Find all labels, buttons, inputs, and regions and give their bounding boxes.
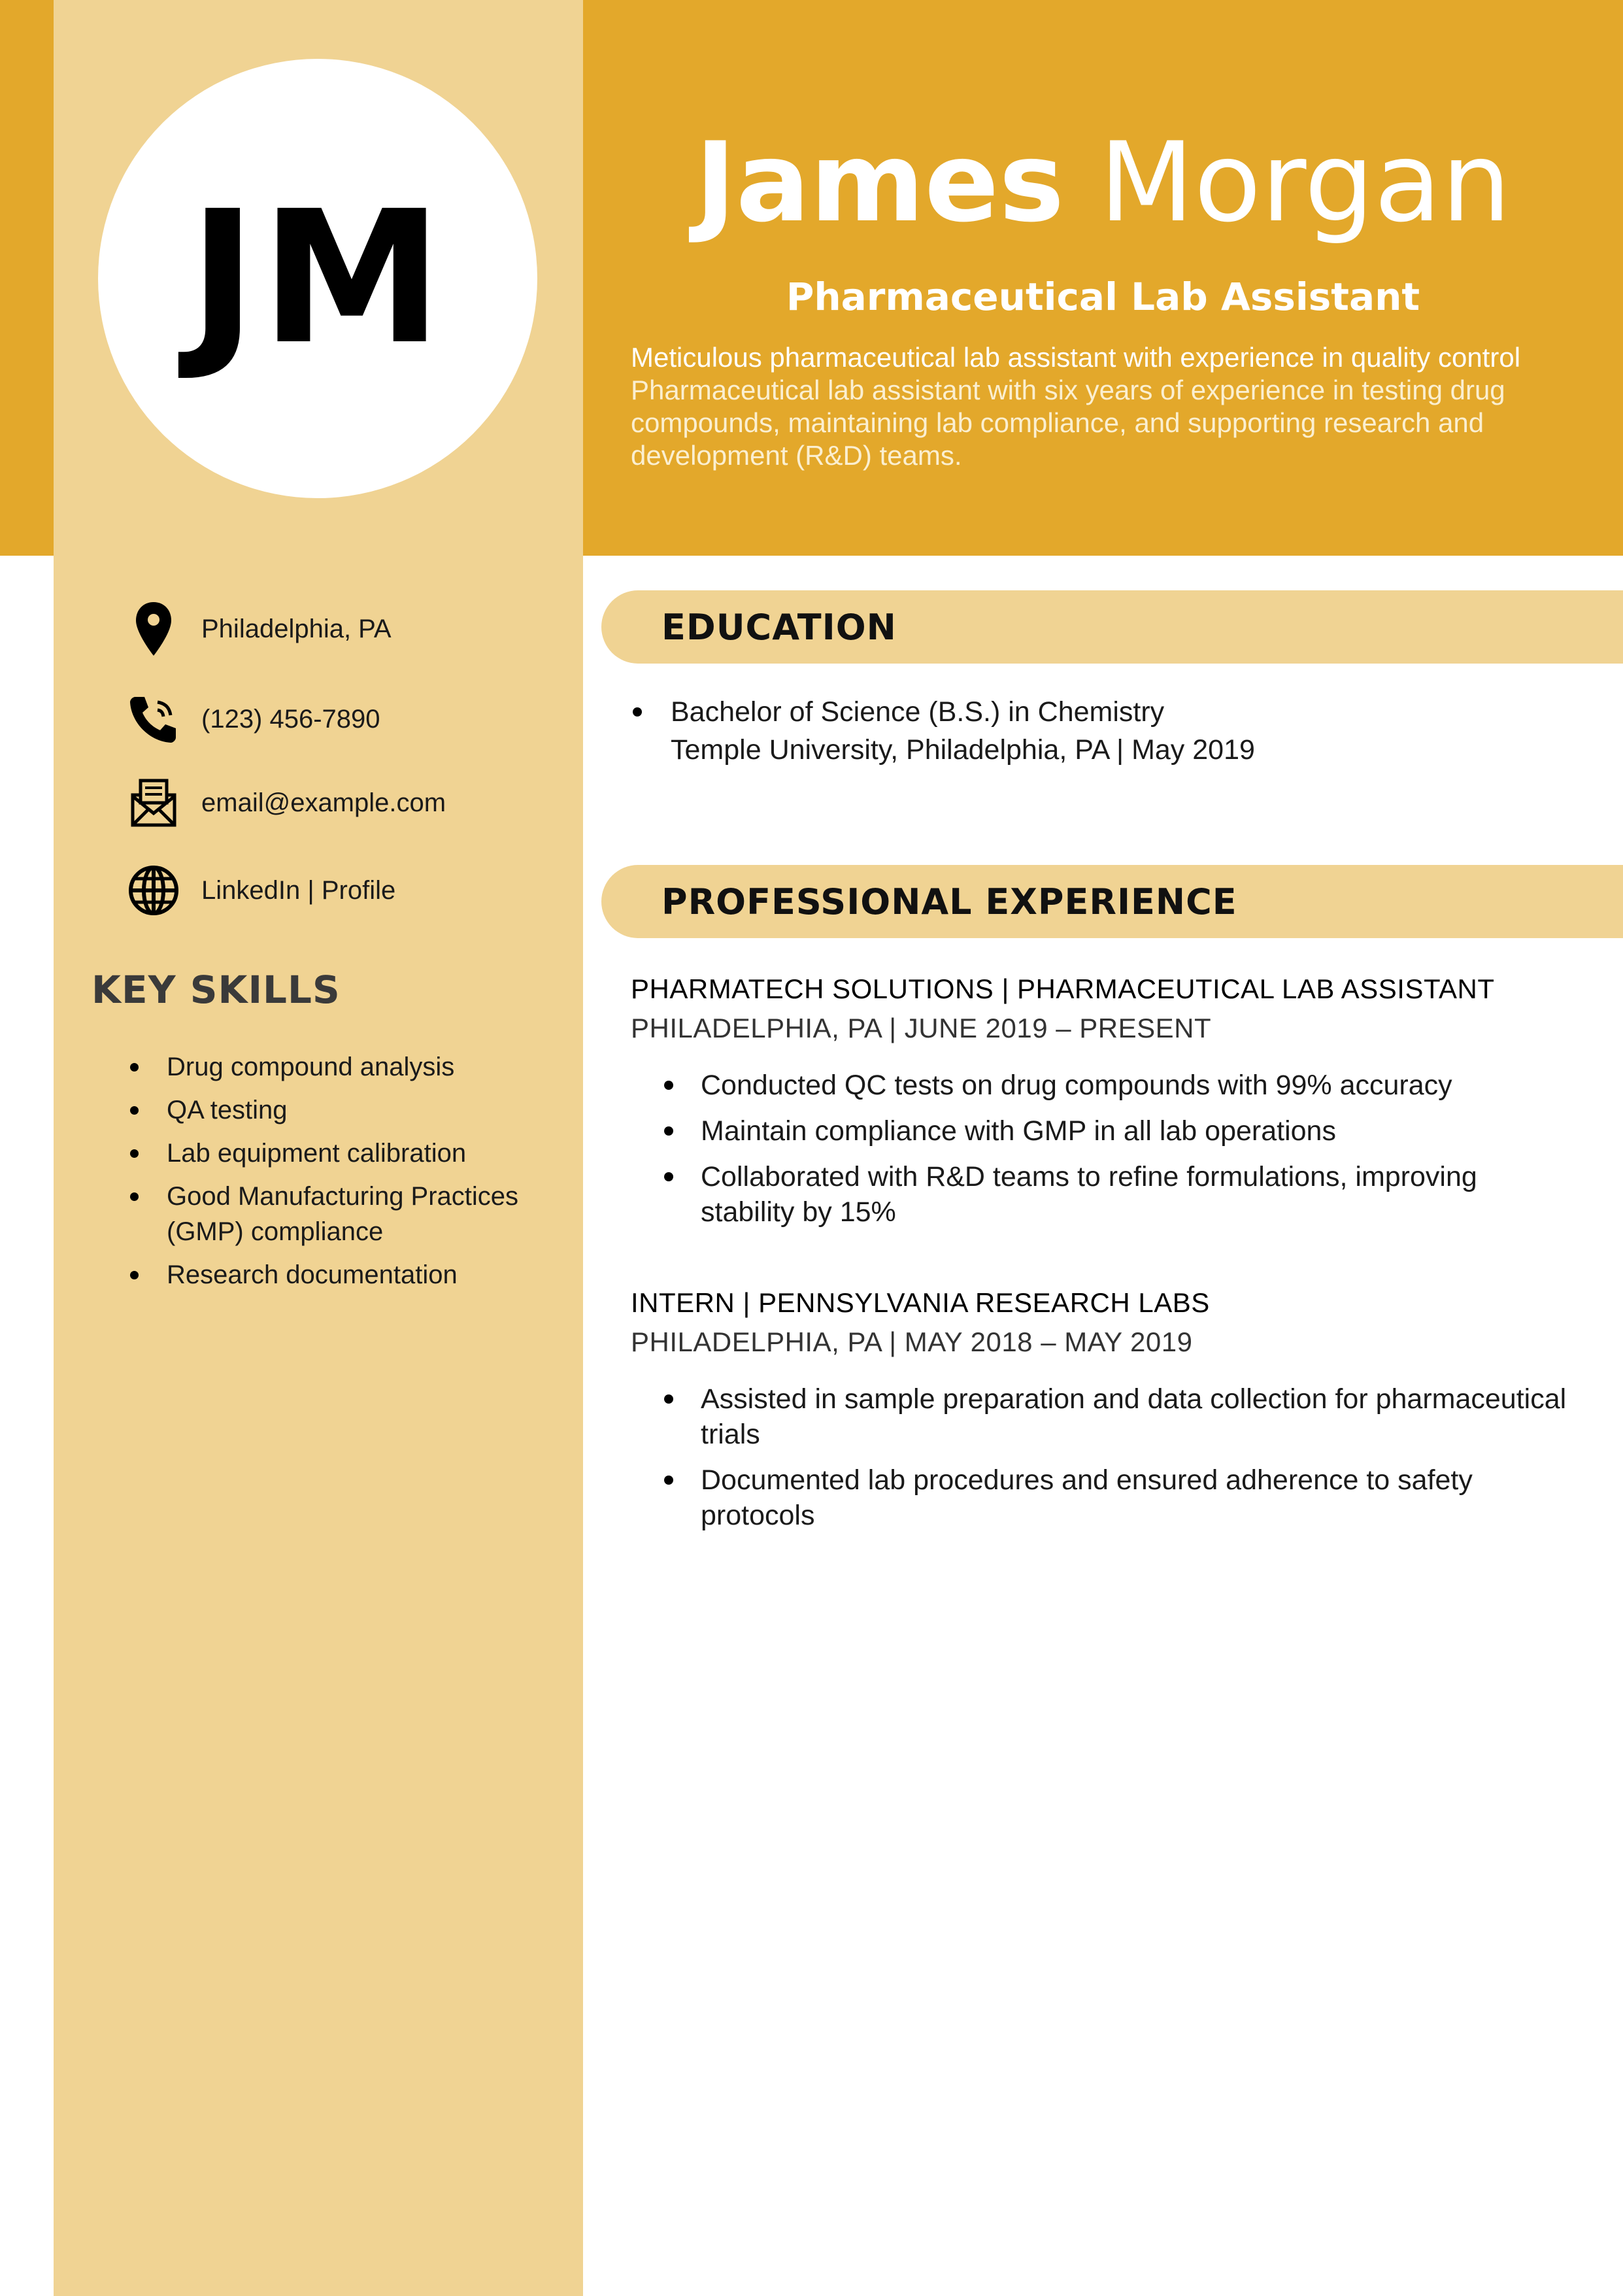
summary xyxy=(631,341,1579,472)
monogram-avatar xyxy=(98,59,537,498)
job-bullet: Collaborated with R&D teams to refine formulations, improving stability by 15% xyxy=(701,1159,1579,1230)
contact-phone-text: (123) 456-7890 xyxy=(201,704,380,734)
phone-icon xyxy=(124,690,183,749)
contact-phone[interactable] xyxy=(124,686,380,752)
job-bullets xyxy=(631,1381,1579,1533)
job-bullets xyxy=(631,1068,1579,1230)
contact-linkedin-text: LinkedIn | Profile xyxy=(201,875,396,905)
first-name: James xyxy=(695,118,1065,246)
skill-item: QA testing xyxy=(127,1092,559,1128)
skill-item: Lab equipment calibration xyxy=(127,1136,559,1171)
job-bullet: Assisted in sample preparation and data collection for pharmaceutical trials xyxy=(701,1381,1579,1452)
skill-item: Research documentation xyxy=(127,1257,559,1292)
job-title: Pharmaceutical Lab Assistant xyxy=(786,275,1420,319)
contact-location xyxy=(124,596,392,662)
education-heading: EDUCATION xyxy=(661,606,897,648)
education-school: Temple University, Philadelphia, PA | May 2019 xyxy=(671,734,1255,766)
education-heading-bar xyxy=(601,590,1623,664)
summary-body: Pharmaceutical lab assistant with six years of experience in testing drug compounds, maintaining lab compliance, and supporting research and development (R&D) teams. xyxy=(631,375,1505,471)
job-title-line: INTERN | PENNSYLVANIA RESEARCH LABS xyxy=(631,1287,1210,1318)
last-name: Morgan xyxy=(1099,118,1511,246)
mail-icon xyxy=(124,773,183,832)
skills-heading: KEY SKILLS xyxy=(92,968,341,1012)
contact-linkedin[interactable] xyxy=(124,858,395,923)
job-entry xyxy=(631,970,1579,1240)
job-bullet: Conducted QC tests on drug compounds with 99% accuracy xyxy=(701,1068,1579,1103)
summary-headline: Meticulous pharmaceutical lab assistant with experience in quality control xyxy=(631,342,1521,373)
candidate-name xyxy=(583,118,1623,246)
contact-location-text: Philadelphia, PA xyxy=(201,614,392,643)
skill-item: Good Manufacturing Practices (GMP) compliance xyxy=(127,1179,559,1249)
globe-icon xyxy=(124,861,183,920)
experience-heading: PROFESSIONAL EXPERIENCE xyxy=(661,881,1237,922)
job-entry xyxy=(631,1283,1579,1544)
skill-item: Drug compound analysis xyxy=(127,1049,559,1085)
job-bullet: Maintain compliance with GMP in all lab operations xyxy=(701,1113,1579,1149)
job-meta-line: PHILADELPHIA, PA | JUNE 2019 – PRESENT xyxy=(631,1013,1212,1043)
bullet-dot xyxy=(633,707,642,717)
job-meta-line: PHILADELPHIA, PA | MAY 2018 – MAY 2019 xyxy=(631,1326,1193,1357)
skills-list xyxy=(127,1049,559,1300)
contact-email-text: email@example.com xyxy=(201,788,446,817)
monogram-text: JM xyxy=(188,172,447,385)
education-entry xyxy=(627,693,1575,769)
education-degree: Bachelor of Science (B.S.) in Chemistry xyxy=(671,696,1165,728)
experience-heading-bar xyxy=(601,865,1623,938)
job-bullet: Documented lab procedures and ensured adherence to safety protocols xyxy=(701,1462,1579,1533)
job-title-line: PHARMATECH SOLUTIONS | PHARMACEUTICAL LAB ASSISTANT xyxy=(631,973,1495,1004)
map-pin-icon xyxy=(124,599,183,658)
contact-email[interactable] xyxy=(124,770,446,836)
